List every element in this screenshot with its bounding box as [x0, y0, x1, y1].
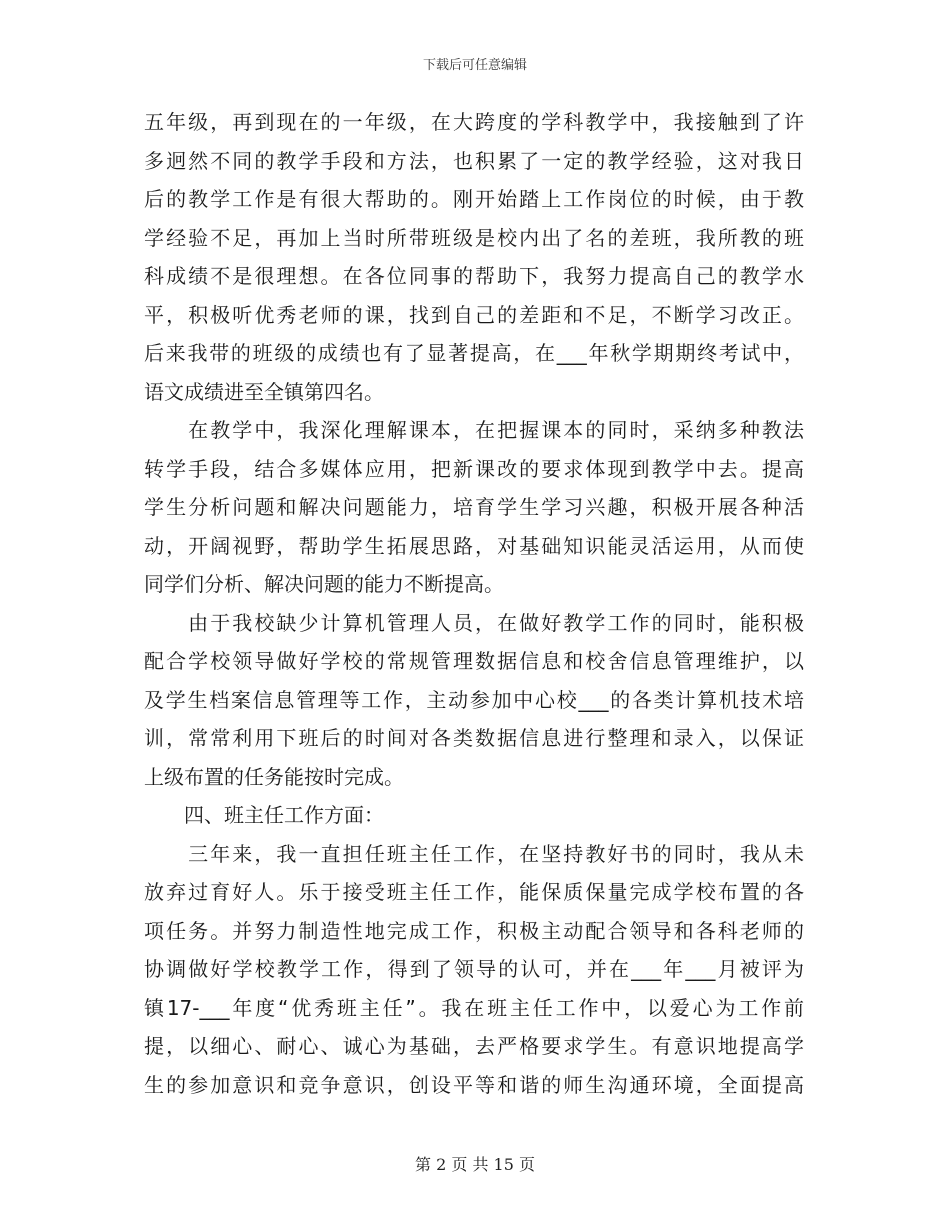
- text-line: 语文成绩进至全镇第四名。: [144, 379, 384, 404]
- text-line: 生的参加意识和竞争意识，创设平等和谐的师生沟通环境，全面提高: [144, 1072, 804, 1097]
- page-header: 下载后可任意编辑: [422, 58, 527, 73]
- text-line: 后的教学工作是有很大帮助的。刚开始踏上工作岗位的时候，由于教: [144, 187, 804, 211]
- text-line: 项任务。并努力制造性地完成工作，积极主动配合领导和各科老师的: [144, 918, 804, 943]
- text-line: 科成绩不是很理想。在各位同事的帮助下，我努力提高自己的教学水: [144, 264, 804, 288]
- text-line: 五年级，再到现在的一年级，在大跨度的学科教学中，我接触到了许: [144, 110, 804, 134]
- text-line: 提，以细心、耐心、诚心为基础，去严格要求学生。有意识地提高学: [144, 1034, 804, 1058]
- text-line: 学经验不足，再加上当时所带班级是校内出了名的差班，我所教的班: [144, 225, 804, 250]
- text-line: 动，开阔视野，帮助学生拓展思路，对基础知识能灵活运用，从而使: [144, 533, 804, 558]
- text-line: 在教学中，我深化理解课本，在把握课本的同时，采纳多种教法: [144, 418, 804, 442]
- section-heading: 四、班主任工作方面：: [144, 803, 384, 827]
- text-line: 多迥然不同的教学手段和方法，也积累了一定的教学经验，这对我日: [144, 148, 804, 173]
- text-line: 协调做好学校教学工作，得到了领导的认可，并在___年___月被评为: [144, 957, 804, 981]
- text-line: 后来我带的班级的成绩也有了显著提高，在___年秋学期期终考试中，: [144, 341, 804, 365]
- text-line: 放弃过育好人。乐于接受班主任工作，能保质保量完成学校布置的各: [144, 880, 804, 904]
- page-number-footer: 第 2 页 共 15 页: [415, 1155, 535, 1174]
- text-line: 及学生档案信息管理等工作，主动参加中心校___的各类计算机技术培: [144, 687, 804, 712]
- document-body: [144, 103, 804, 1104]
- text-line: 镇17-___年度“优秀班主任”。我在班主任工作中，以爱心为工作前: [144, 995, 804, 1020]
- text-line: 学生分析问题和解决问题能力，培育学生学习兴趣，积极开展各种活: [144, 495, 804, 519]
- text-line: 转学手段，结合多媒体应用，把新课改的要求体现到教学中去。提高: [144, 456, 804, 481]
- text-line: 配合学校领导做好学校的常规管理数据信息和校舍信息管理维护，以: [144, 649, 804, 673]
- text-line: 由于我校缺少计算机管理人员，在做好教学工作的同时，能积极: [144, 610, 804, 635]
- text-line: 同学们分析、解决问题的能力不断提高。: [144, 572, 504, 596]
- text-line: 训，常常利用下班后的时间对各类数据信息进行整理和录入，以保证: [144, 726, 804, 750]
- text-line: 平，积极听优秀老师的课，找到自己的差距和不足，不断学习改正。: [144, 302, 804, 327]
- text-line: 三年来，我一直担任班主任工作，在坚持教好书的同时，我从未: [144, 841, 804, 866]
- text-line: 上级布置的任务能按时完成。: [144, 764, 404, 789]
